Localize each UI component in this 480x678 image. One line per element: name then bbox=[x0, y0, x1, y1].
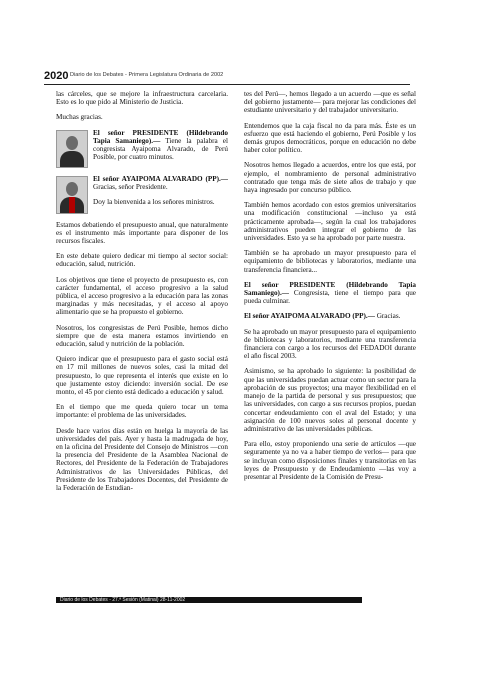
portrait-sash bbox=[69, 197, 75, 213]
paragraph: Estamos debatiendo el presupuesto anual, que naturalmente es el instrumento más importante para disponer de los recursos fiscales. bbox=[56, 220, 228, 246]
speaker-paragraph bbox=[244, 312, 416, 320]
paragraph: También hemos acordado con estos gremios universitarios una modificación constitucional —incluso ya está prácticamente aprobada—, según la cual los trabajadores administrativos pueden integrar el gobierno de las universidades. Esto ya se ha aprobado por parte nuestra. bbox=[244, 201, 416, 243]
page-number: 2020 bbox=[44, 70, 69, 82]
paragraph: También se ha aprobado un mayor presupuesto para el equipamiento de bibliotecas y laboratorios, mediante una transferencia financiera... bbox=[244, 249, 416, 274]
running-head: Diario de los Debates - Primera Legislatura Ordinaria de 2002 bbox=[70, 72, 224, 78]
paragraph: tes del Perú—, hemos llegado a un acuerdo —que es señal del gobierno justamente— para mejorar las condiciones del estudiante universitario y del trabajador universitario. bbox=[244, 90, 416, 115]
speaker-photo bbox=[56, 130, 88, 168]
speaker-block-ayaipoma bbox=[56, 175, 228, 214]
portrait-body bbox=[60, 151, 84, 168]
paragraph: Los objetivos que tiene el proyecto de presupuesto es, con carácter fundamental, el acceso progresivo a la salud pública, el acceso progresivo a la educación para las zonas marginadas y más necesitadas, y el acceso al apoyo alimentario que se ha propuesto el gobierno. bbox=[56, 275, 228, 317]
paragraph: Desde hace varios días están en huelga la mayoría de las universidades del país. Ayer y hasta la madrugada de hoy, en la oficina del Presidente del Consejo de Ministros —con la presencia del Presidente de la Asamblea Nacional de Rectores, del Presidente de la Federación de Trabajadores Administrativos de las Universidades Públicas, del Presidente de los Trabajadores Docentes, del Presidente de la Federación de Estudian- bbox=[56, 426, 228, 493]
left-column bbox=[56, 90, 228, 492]
page-header bbox=[44, 71, 410, 83]
paragraph: En este debate quiero dedicar mi tiempo al sector social: educación, salud, nutrición. bbox=[56, 252, 228, 269]
paragraph: las cárceles, que se mejore la infraestructura carcelaria. Esto es lo que pido al Ministerio de Justicia. bbox=[56, 90, 228, 107]
paragraph: Nosotros, los congresistas de Perú Posible, hemos dicho siempre que de esta manera estamos invirtiendo en educación, salud y nutrición de la población. bbox=[56, 323, 228, 349]
speaker-paragraph bbox=[244, 281, 416, 306]
paragraph: Nosotros hemos llegado a acuerdos, entre los que está, por ejemplo, el nombramiento de personal administrativo contratado que tenga más de siete años de trabajo y que haya ingresado por concurso público. bbox=[244, 161, 416, 195]
speaker-photo bbox=[56, 176, 88, 214]
paragraph: Muchas gracias. bbox=[56, 113, 103, 122]
speaker-speech: Gracias, señor Presidente. bbox=[93, 182, 168, 191]
paragraph: Quiero indicar que el presupuesto para el gasto social está en 17 mil millones de nuevos soles, casi la mitad del presupuesto, lo que representa el interés que existe en lo que justamente estoy diciendo: inversión social. De ese monto, el 45 por ciento está dedicado a educación y salud. bbox=[56, 355, 228, 397]
portrait-face bbox=[66, 182, 78, 196]
footer-text: Diario de los Debates - 27.ª Sesión (Matinal) 28-11-2002 bbox=[60, 597, 186, 603]
portrait-face bbox=[66, 136, 78, 150]
paragraph: Entendemos que la caja fiscal no da para más. Éste es un esfuerzo que está haciendo el gobierno, Perú Posible y los demás grupos democráticos, porque en educación no debe haber color político. bbox=[244, 121, 416, 155]
speaker-text bbox=[93, 129, 228, 162]
speaker-name: El señor PRESIDENTE (Hildebrando Tapia Samaniego).— bbox=[244, 280, 416, 298]
paragraph: Para ello, estoy proponiendo una serie de artículos —que seguramente ya no va a haber tiempo de verlos— para que se incluyan como disposiciones finales y transitorias en las leyes de Presupuesto y de Endeudamiento —las voy a presentar al Presidente de la Comisión de Presu- bbox=[244, 440, 416, 481]
right-column bbox=[244, 90, 416, 481]
header-rule bbox=[44, 84, 410, 85]
speaker-speech: Tiene la palabra el congresista Ayaipoma Alvarado, de Perú Posible, por cuatro minutos. bbox=[93, 136, 228, 162]
speaker-block-president bbox=[56, 129, 228, 168]
paragraph: Se ha aprobado un mayor presupuesto para el equipamiento de bibliotecas y laboratorios, mediante una transferencia financiera con cargo a los recursos del FEDADOI durante el año fiscal 2003. bbox=[244, 327, 416, 361]
paragraph: Asimismo, se ha aprobado lo siguiente: la posibilidad de que las universidades puedan actuar como un sector para la aprobación de sus proyectos; una mayor flexibilidad en el manejo de la partida de personal y sus presupuestos; que las universidades, con cargo a sus recursos propios, puedan concertar endeudamiento con el aval del Estado; y una asignación de 100 nuevos soles al personal docente y administrativo de las universidades públicas. bbox=[244, 367, 416, 433]
page-footer bbox=[56, 597, 362, 603]
speaker-name: El señor PRESIDENTE (Hildebrando Tapia Samaniego).— bbox=[93, 128, 228, 145]
speaker-name: El señor AYAIPOMA ALVARADO (PP).— bbox=[244, 312, 375, 321]
paragraph: Doy la bienvenida a los señores ministros. bbox=[93, 198, 215, 207]
speaker-text bbox=[93, 175, 228, 207]
paragraph: En el tiempo que me queda quiero tocar un tema importante: el problema de las universidades. bbox=[56, 403, 228, 420]
speaker-name: El señor AYAIPOMA ALVARADO (PP).— bbox=[93, 174, 228, 183]
speaker-speech: Gracias. bbox=[374, 312, 401, 321]
speaker-speech: Congresista, tiene el tiempo para que pueda culminar. bbox=[244, 289, 416, 306]
